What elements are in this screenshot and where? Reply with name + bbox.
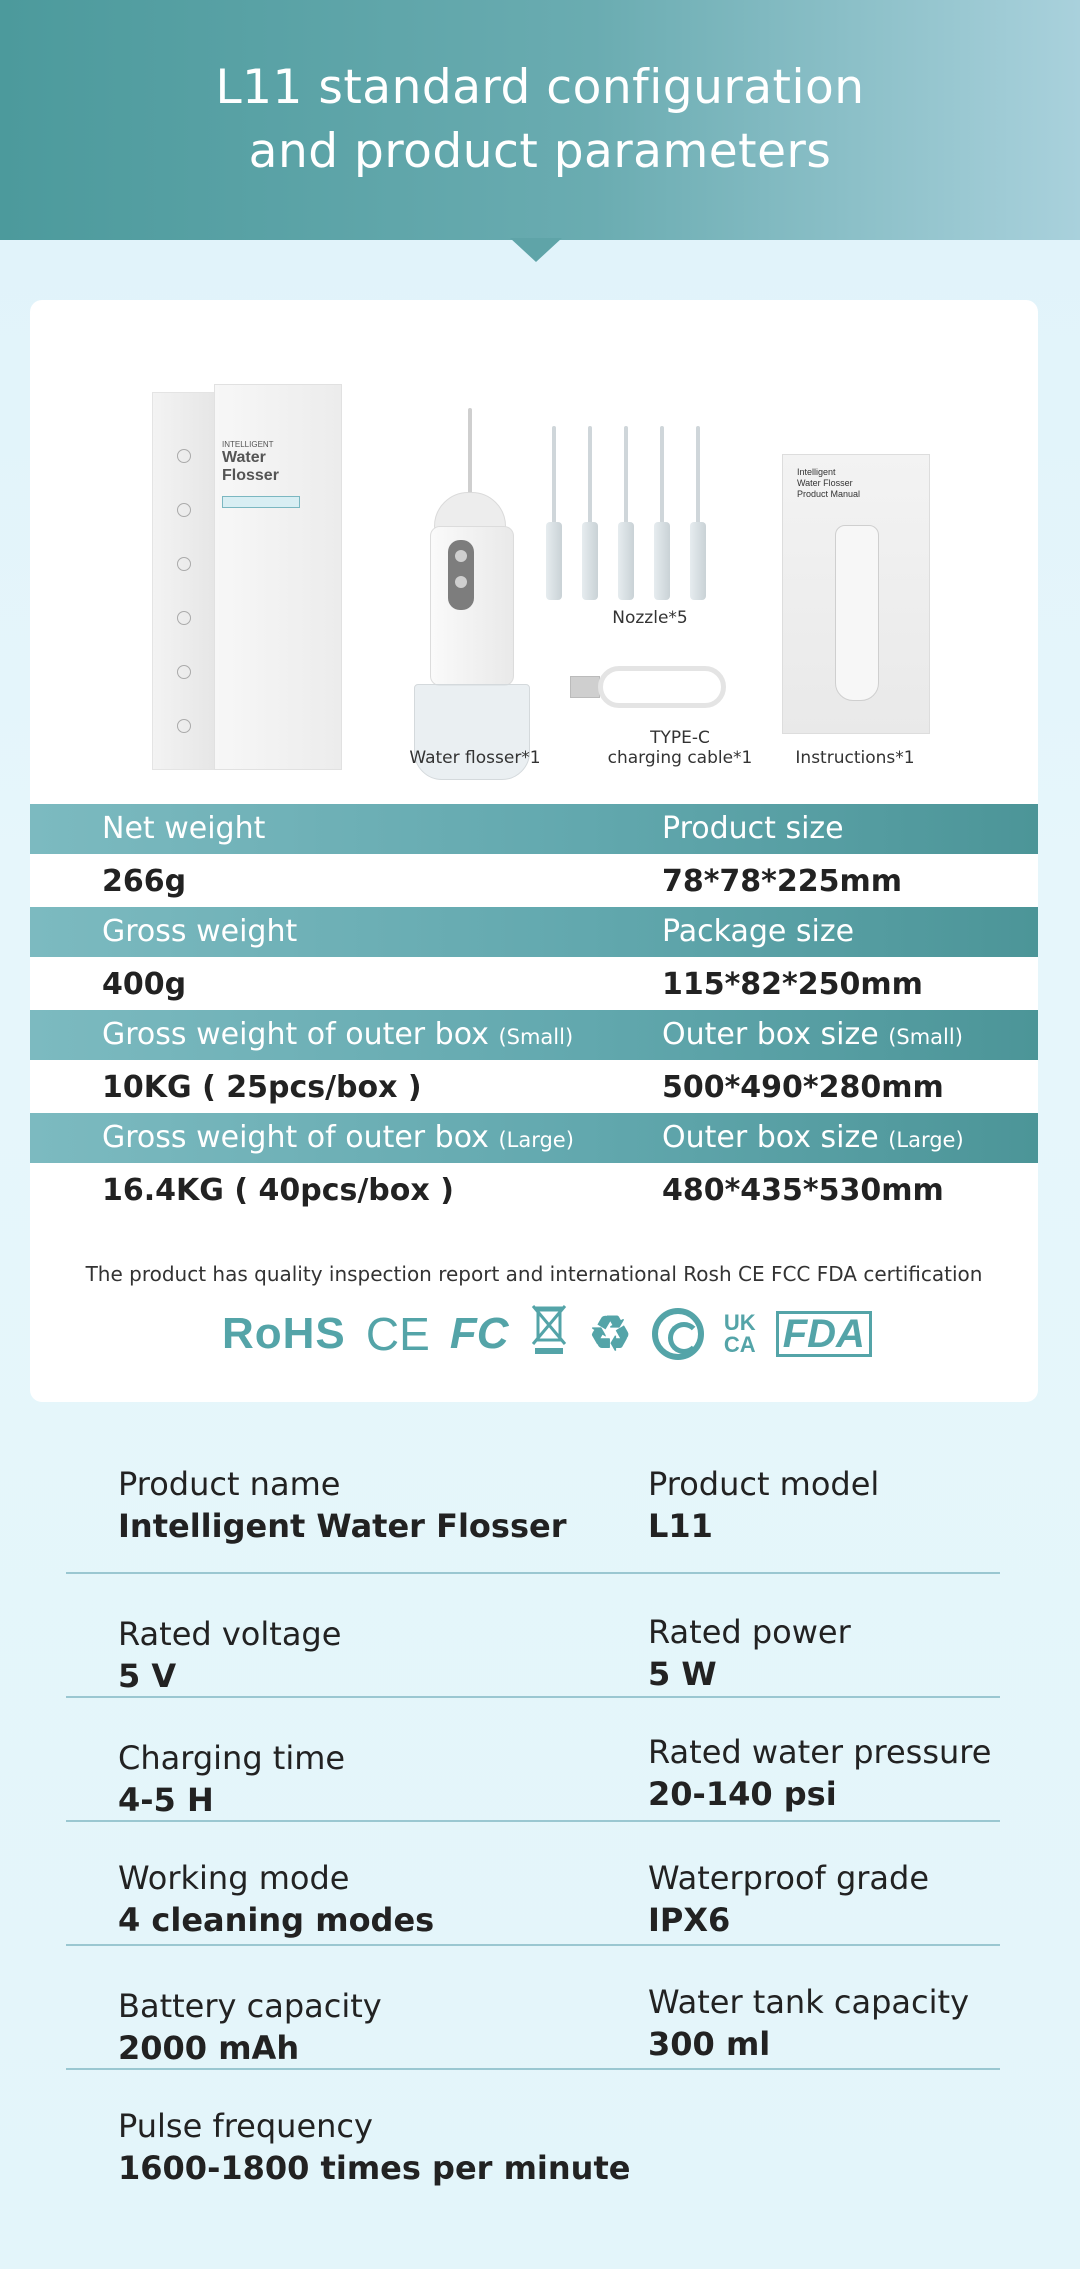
spec-header-right-note: (Small) (888, 1025, 963, 1049)
weee-bin-icon (529, 1302, 569, 1366)
parameter-cell (118, 1858, 434, 1942)
charging-cable-image (570, 662, 730, 712)
box-brand-large: Water Flosser (222, 449, 279, 484)
spec-value-right: 500*490*280mm (662, 1070, 944, 1105)
parameter-cell (118, 1464, 566, 1548)
spec-header-left: Net weight (102, 811, 266, 846)
weee-bin-svg (529, 1302, 569, 1356)
spec-header-left-note: (Large) (498, 1128, 574, 1152)
certification-logos (222, 1304, 872, 1364)
parameter-label: Rated power (648, 1613, 851, 1651)
caption-water-flosser: Water flosser*1 (409, 748, 541, 768)
parameter-value: 5 W (648, 1655, 717, 1693)
spec-value-left: 10KG ( 25pcs/box ) (102, 1070, 422, 1105)
fda-logo: FDA (776, 1311, 872, 1357)
box-brand-small: INTELLIGENT (222, 440, 274, 449)
caption-nozzle: Nozzle*5 (612, 608, 688, 628)
nozzle-image (578, 426, 602, 600)
nozzle-image (614, 426, 638, 600)
parameter-row (66, 1574, 1000, 1698)
spec-value-right: 480*435*530mm (662, 1173, 944, 1208)
spec-value-row (30, 957, 1038, 1010)
parameter-label: Rated water pressure (648, 1733, 992, 1771)
parameter-value: L11 (648, 1507, 713, 1545)
parameter-value: 4 cleaning modes (118, 1901, 435, 1939)
spec-header-row (30, 804, 1038, 854)
parameter-value: 1600-1800 times per minute (118, 2149, 631, 2187)
spec-header-left: Gross weight (102, 914, 298, 949)
spec-value-row (30, 1060, 1038, 1113)
rohs-logo: RoHS (222, 1309, 346, 1358)
parameter-cell (118, 1986, 382, 2070)
flosser-mode-button (455, 576, 467, 588)
spec-header-right-text: Outer box size (662, 1120, 879, 1155)
parameter-value: IPX6 (648, 1901, 731, 1939)
header-banner (0, 0, 1080, 240)
spec-header-right (662, 1113, 964, 1165)
parameter-cell (648, 1612, 851, 1696)
parameter-cell (118, 1738, 345, 1822)
caption-cable-line-1: TYPE-C (650, 728, 710, 748)
water-flosser-image (414, 408, 530, 780)
spec-header-left-text: Gross weight of outer box (102, 1017, 489, 1052)
parameter-cell (648, 1982, 969, 2066)
parameter-value: 300 ml (648, 2025, 771, 2063)
parameter-cell (118, 2106, 630, 2190)
spec-table (30, 804, 1038, 1216)
spec-value-left: 400g (102, 967, 187, 1002)
green-dot-icon (652, 1308, 704, 1360)
spec-header-right: Package size (662, 914, 855, 949)
spec-value-right: 78*78*225mm (662, 864, 903, 899)
spec-header-right: Product size (662, 811, 844, 846)
spec-value-row (30, 854, 1038, 907)
parameter-row (66, 1698, 1000, 1822)
package-contents-illustration (30, 300, 1038, 780)
spec-value-row (30, 1163, 1038, 1216)
parameter-cell (648, 1732, 991, 1816)
nozzle-image (686, 426, 710, 600)
parameter-label: Product model (648, 1465, 880, 1503)
manual-device-drawing (835, 525, 879, 701)
parameter-label: Product name (118, 1465, 341, 1503)
parameter-value: 2000 mAh (118, 2029, 300, 2067)
ukca-logo-top: UK (723, 1310, 756, 1335)
parameter-label: Pulse frequency (118, 2107, 373, 2145)
parameter-row (66, 1822, 1000, 1946)
page-title-line-2: and product parameters (248, 124, 832, 179)
parameter-value: 5 V (118, 1657, 177, 1695)
spec-header-left (102, 1010, 573, 1062)
parameter-row (66, 1946, 1000, 2070)
parameter-row (66, 1416, 1000, 1574)
ukca-logo-bottom: CA (723, 1332, 756, 1357)
cable-loop (598, 666, 726, 708)
ukca-logo (724, 1312, 756, 1356)
parameter-cell (648, 1464, 879, 1548)
box-feature-icon (177, 719, 191, 733)
parameter-value: 20-140 psi (648, 1775, 837, 1813)
header-pointer-arrow (510, 238, 562, 262)
product-box-side (152, 392, 216, 770)
spec-header-right (662, 1010, 963, 1062)
parameter-label: Waterproof grade (648, 1859, 930, 1897)
parameter-label: Working mode (118, 1859, 350, 1897)
parameter-label: Rated voltage (118, 1615, 342, 1653)
parameter-list (66, 1416, 1000, 2200)
usb-c-plug (570, 676, 600, 698)
box-feature-icon (177, 665, 191, 679)
parameter-row (66, 2070, 1000, 2200)
parameter-value: 4-5 H (118, 1781, 214, 1819)
parameter-cell (648, 1858, 929, 1942)
box-label-strip (222, 496, 300, 508)
parameter-label: Charging time (118, 1739, 346, 1777)
spec-value-left: 16.4KG ( 40pcs/box ) (102, 1173, 454, 1208)
page-title (0, 56, 1080, 184)
configuration-card (30, 300, 1038, 1402)
instruction-manual-image (782, 454, 930, 734)
caption-cable-line-2: charging cable*1 (607, 748, 753, 768)
spec-header-right-text: Outer box size (662, 1017, 879, 1052)
ce-logo: CE (365, 1308, 430, 1360)
fcc-logo: FC (449, 1309, 509, 1358)
parameter-label: Battery capacity (118, 1987, 382, 2025)
box-brand-label (222, 440, 282, 485)
manual-title: Intelligent Water Flosser Product Manual (797, 467, 861, 499)
recycle-icon: ♻ (588, 1308, 632, 1361)
nozzle-image (542, 426, 566, 600)
box-feature-icon (177, 449, 191, 463)
product-box-image (152, 384, 340, 770)
nozzle-image (650, 426, 674, 600)
box-feature-icon (177, 611, 191, 625)
spec-header-left-note: (Small) (498, 1025, 574, 1049)
spec-header-right-note: (Large) (888, 1128, 964, 1152)
certification-note: The product has quality inspection report and international Rosh CE FCC FDA certification (85, 1262, 983, 1286)
page-title-line-1: L11 standard configuration (215, 60, 865, 115)
parameter-value: Intelligent Water Flosser (118, 1507, 567, 1545)
caption-instructions: Instructions*1 (795, 748, 915, 768)
parameter-label: Water tank capacity (648, 1983, 969, 2021)
spec-header-row (30, 907, 1038, 957)
spec-header-left (102, 1113, 574, 1165)
box-feature-icon (177, 503, 191, 517)
spec-header-row (30, 1010, 1038, 1060)
spec-header-row (30, 1113, 1038, 1163)
flosser-power-button (455, 550, 467, 562)
spec-header-left-text: Gross weight of outer box (102, 1120, 489, 1155)
box-feature-icon (177, 557, 191, 571)
parameter-cell (118, 1614, 341, 1698)
spec-value-left: 266g (102, 864, 187, 899)
spec-value-right: 115*82*250mm (662, 967, 923, 1002)
flosser-nozzle (468, 408, 472, 496)
